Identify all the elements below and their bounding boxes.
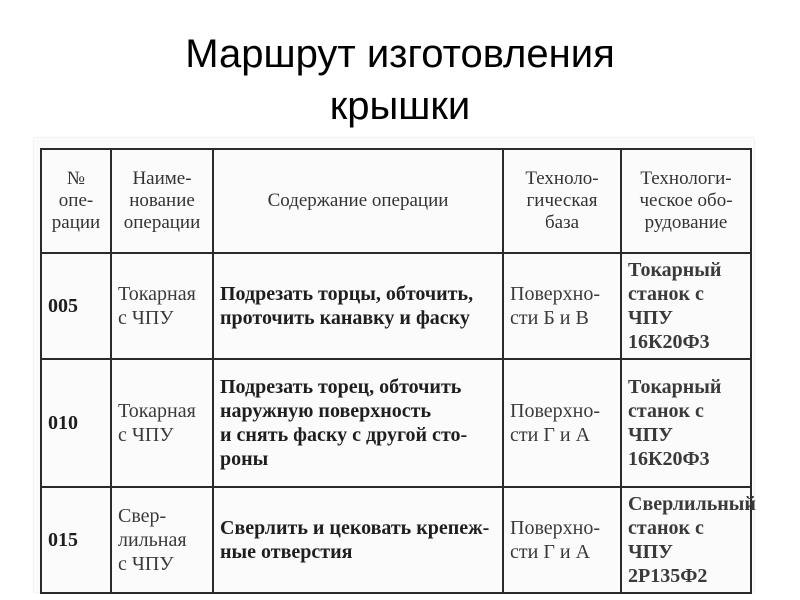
header-operation-number: № опе- рации — [41, 149, 111, 253]
scanned-table-image — [34, 138, 754, 592]
header-technological-base: Техноло- гическая база — [503, 149, 621, 253]
route-table — [40, 148, 756, 594]
operation-content: Сверлить и цековать крепеж- ные отверстия — [213, 487, 503, 593]
table-row — [41, 487, 751, 593]
title-line-2: крышки — [329, 84, 471, 128]
table-row — [41, 359, 751, 487]
operation-name: Токарная с ЧПУ — [111, 253, 213, 359]
header-operation-content: Содержание операции — [213, 149, 503, 253]
operation-number: 010 — [41, 359, 111, 487]
equipment: Токарный станок с ЧПУ 16К20Ф3 — [621, 253, 751, 359]
technological-base: Поверхно- сти Г и А — [503, 359, 621, 487]
equipment: Токарный станок с ЧПУ 16К20Ф3 — [621, 359, 751, 487]
slide-title — [0, 28, 800, 132]
operation-number: 015 — [41, 487, 111, 593]
equipment: Сверлильный станок с ЧПУ 2Р135Ф2 — [621, 487, 751, 593]
table-header-row — [41, 149, 751, 253]
header-equipment: Технологи- ческое обо- рудование — [621, 149, 751, 253]
header-operation-name: Наиме- нование операции — [111, 149, 213, 253]
operation-name: Свер- лильная с ЧПУ — [111, 487, 213, 593]
table-row — [41, 253, 751, 359]
title-line-1: Маршрут изготовления — [185, 32, 615, 76]
operation-name: Токарная с ЧПУ — [111, 359, 213, 487]
operation-content: Подрезать торцы, обточить, проточить канавку и фаску — [213, 253, 503, 359]
technological-base: Поверхно- сти Г и А — [503, 487, 621, 593]
operation-number: 005 — [41, 253, 111, 359]
operation-content: Подрезать торец, обточить наружную поверхность и снять фаску с другой сто- роны — [213, 359, 503, 487]
technological-base: Поверхно- сти Б и В — [503, 253, 621, 359]
